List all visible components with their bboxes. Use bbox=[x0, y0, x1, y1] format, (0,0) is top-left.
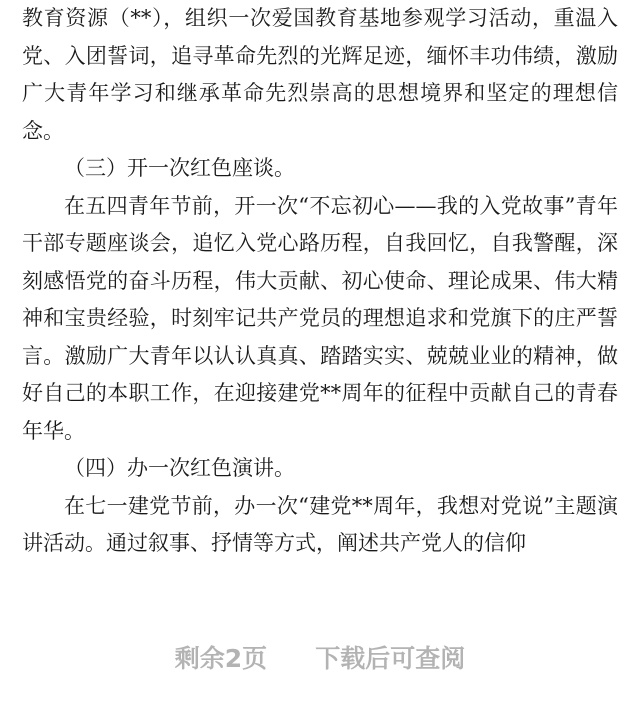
paragraph-4: 在七一建党节前，办一次“建党**周年，我想对党说”主题演讲活动。通过叙事、抒情等方式，阐述共产党人的信仰 bbox=[22, 493, 618, 555]
document-page bbox=[22, 0, 618, 563]
paragraph-3: 在五四青年节前，开一次“不忘初心——我的入党故事”青年干部专题座谈会，追忆入党心路历程，自我回忆，自我警醒，深刻感悟党的奋斗历程，伟大贡献、初心使命、理论成果、伟大精神和宝贵经验，时刻牢记共产党员的理想追求和党旗下的庄严誓言。激励广大青年以认认真真、踏踏实实、兢兢业业的精神，做好自己的本职工作，在迎接建党**周年的征程中贡献自己的青春年华。 bbox=[22, 193, 618, 443]
section-heading-4: （四）办一次红色演讲。 bbox=[64, 456, 295, 480]
remaining-pages-banner[interactable] bbox=[0, 632, 640, 682]
paragraph-continuation: 教育资源（**），组织一次爱国教育基地参观学习活动，重温入党、入团誓词，追寻革命先烈的光辉足迹，缅怀丰功伟绩，激励广大青年学习和继承革命先烈崇高的思想境界和坚定的理想信念。 bbox=[22, 6, 618, 143]
section-heading-3: （三）开一次红色座谈。 bbox=[64, 156, 295, 180]
remaining-pages-label[interactable]: 剩余2页 bbox=[174, 644, 268, 673]
download-hint-label[interactable]: 下载后可查阅 bbox=[315, 644, 466, 673]
